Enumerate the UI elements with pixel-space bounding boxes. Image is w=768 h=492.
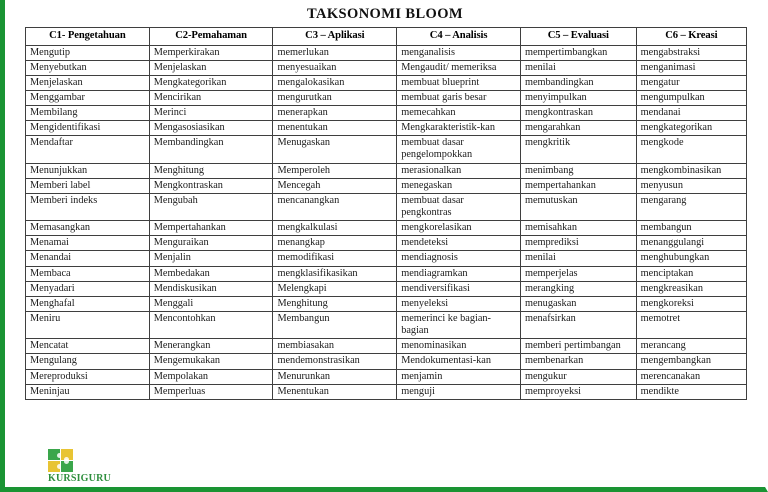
table-cell: menyusun (636, 178, 746, 193)
table-row (26, 90, 747, 105)
column-header-c4: C4 – Analisis (397, 28, 521, 46)
table-row (26, 251, 747, 266)
table-cell: Mengubah (149, 193, 273, 220)
table-cell: Mengidentifikasi (26, 121, 150, 136)
table-cell: mendiagramkan (397, 266, 521, 281)
table-cell: Menggambar (26, 90, 150, 105)
table-cell: mendikte (636, 384, 746, 399)
table-cell: mengkalkulasi (273, 221, 397, 236)
table-cell: menanggulangi (636, 236, 746, 251)
table-cell: mengkorelasikan (397, 221, 521, 236)
column-header-c6: C6 – Kreasi (636, 28, 746, 46)
table-cell: Menjelaskan (149, 60, 273, 75)
table-cell: Menguraikan (149, 236, 273, 251)
table-cell: menilai (520, 251, 636, 266)
table-cell: Mengaudit/ memeriksa (397, 60, 521, 75)
puzzle-piece-bottom-left (48, 461, 60, 472)
table-cell: Menerangkan (149, 339, 273, 354)
table-cell: membandingkan (520, 75, 636, 90)
table-row (26, 266, 747, 281)
table-cell: Memperluas (149, 384, 273, 399)
table-cell: mencanangkan (273, 193, 397, 220)
table-cell: Menjelaskan (26, 75, 150, 90)
table-cell: Menyadari (26, 281, 150, 296)
table-cell: mengukur (520, 369, 636, 384)
table-row (26, 312, 747, 339)
table-cell: mengurutkan (273, 90, 397, 105)
puzzle-piece-top-left (48, 449, 60, 460)
table-row (26, 45, 747, 60)
table-cell: Meninjau (26, 384, 150, 399)
table-cell: Memperoleh (273, 163, 397, 178)
table-cell: Mendokumentasi-kan (397, 354, 521, 369)
table-cell: mengumpulkan (636, 90, 746, 105)
table-row (26, 296, 747, 311)
table-cell: Mencirikan (149, 90, 273, 105)
table-cell: membiasakan (273, 339, 397, 354)
table-cell: Mencegah (273, 178, 397, 193)
table-cell: Mengasosiasikan (149, 121, 273, 136)
table-row (26, 384, 747, 399)
table-cell: mengabstraksi (636, 45, 746, 60)
table-container (25, 27, 747, 400)
table-cell: mendanai (636, 106, 746, 121)
table-cell: Mengkontraskan (149, 178, 273, 193)
table-cell: memecahkan (397, 106, 521, 121)
table-cell: mengatur (636, 75, 746, 90)
table-cell: Mencontohkan (149, 312, 273, 339)
header-row (26, 28, 747, 46)
table-cell: Menugaskan (273, 136, 397, 163)
table-cell: Memasangkan (26, 221, 150, 236)
table-cell: mendeteksi (397, 236, 521, 251)
column-header-c5: C5 – Evaluasi (520, 28, 636, 46)
table-cell: memotret (636, 312, 746, 339)
table-cell: mengalokasikan (273, 75, 397, 90)
table-cell: Mendaftar (26, 136, 150, 163)
table-cell: mempertimbangkan (520, 45, 636, 60)
table-cell: memproyeksi (520, 384, 636, 399)
table-cell: mengarahkan (520, 121, 636, 136)
table-cell: menimbang (520, 163, 636, 178)
table-cell: Mencatat (26, 339, 150, 354)
table-cell: menafsirkan (520, 312, 636, 339)
table-cell: Menghafal (26, 296, 150, 311)
bloom-taxonomy-table (25, 27, 747, 400)
table-cell: menominasikan (397, 339, 521, 354)
table-cell: memberi pertimbangan (520, 339, 636, 354)
table-cell: mengkode (636, 136, 746, 163)
table-cell: mendemonstrasikan (273, 354, 397, 369)
table-cell: merancang (636, 339, 746, 354)
table-cell: mengklasifikasikan (273, 266, 397, 281)
column-header-c2: C2-Pemahaman (149, 28, 273, 46)
logo-wordmark: KURSIGURU (48, 473, 111, 484)
table-cell: menghubungkan (636, 251, 746, 266)
table-row (26, 281, 747, 296)
table-cell: Mempolakan (149, 369, 273, 384)
table-cell: Melengkapi (273, 281, 397, 296)
table-cell: mendiagnosis (397, 251, 521, 266)
puzzle-piece-bottom-right (61, 461, 73, 472)
table-cell: mengkontraskan (520, 106, 636, 121)
column-header-c1: C1- Pengetahuan (26, 28, 150, 46)
table-row (26, 369, 747, 384)
table-row (26, 136, 747, 163)
table-body (26, 45, 747, 399)
table-cell: merencanakan (636, 369, 746, 384)
table-row (26, 354, 747, 369)
table-cell: Mengkategorikan (149, 75, 273, 90)
table-cell: Menyebutkan (26, 60, 150, 75)
table-cell: merasionalkan (397, 163, 521, 178)
table-cell: Menamai (26, 236, 150, 251)
table-cell: memisahkan (520, 221, 636, 236)
table-cell: menganimasi (636, 60, 746, 75)
table-cell: menyimpulkan (520, 90, 636, 105)
table-cell: Memberi label (26, 178, 150, 193)
table-cell: memerinci ke bagian-bagian (397, 312, 521, 339)
table-row (26, 106, 747, 121)
table-cell: Membaca (26, 266, 150, 281)
table-cell: menentukan (273, 121, 397, 136)
table-row (26, 75, 747, 90)
table-row (26, 339, 747, 354)
table-cell: Menunjukkan (26, 163, 150, 178)
table-cell: mengkombinasikan (636, 163, 746, 178)
table-cell: menyesuaikan (273, 60, 397, 75)
table-cell: Membandingkan (149, 136, 273, 163)
table-cell: memutuskan (520, 193, 636, 220)
table-cell: membuat dasar pengkontras (397, 193, 521, 220)
table-cell: mengarang (636, 193, 746, 220)
table-cell: mempertahankan (520, 178, 636, 193)
table-cell: Merinci (149, 106, 273, 121)
table-cell: mengembangkan (636, 354, 746, 369)
table-cell: menegaskan (397, 178, 521, 193)
table-row (26, 236, 747, 251)
table-cell: mengkritik (520, 136, 636, 163)
table-cell: Mempertahankan (149, 221, 273, 236)
table-cell: Menghitung (273, 296, 397, 311)
table-cell: mengkoreksi (636, 296, 746, 311)
table-cell: menangkap (273, 236, 397, 251)
table-cell: membangun (636, 221, 746, 236)
table-row (26, 121, 747, 136)
table-cell: mendiversifikasi (397, 281, 521, 296)
table-row (26, 221, 747, 236)
table-cell: menilai (520, 60, 636, 75)
table-cell: Mengutip (26, 45, 150, 60)
table-cell: mengkreasikan (636, 281, 746, 296)
table-row (26, 60, 747, 75)
table-cell: Membedakan (149, 266, 273, 281)
table-cell: Meniru (26, 312, 150, 339)
table-cell: menyeleksi (397, 296, 521, 311)
table-cell: membuat dasar pengelompokkan (397, 136, 521, 163)
table-cell: Mengulang (26, 354, 150, 369)
table-cell: memerlukan (273, 45, 397, 60)
table-cell: membuat blueprint (397, 75, 521, 90)
table-header (26, 28, 747, 46)
table-cell: Mereproduksi (26, 369, 150, 384)
table-cell: Menentukan (273, 384, 397, 399)
table-cell: menguji (397, 384, 521, 399)
table-cell: Menggali (149, 296, 273, 311)
puzzle-icon (48, 449, 73, 472)
table-cell: membenarkan (520, 354, 636, 369)
table-cell: menugaskan (520, 296, 636, 311)
table-row (26, 193, 747, 220)
page-title: TAKSONOMI BLOOM (307, 6, 463, 22)
table-cell: merangking (520, 281, 636, 296)
table-cell: Memberi indeks (26, 193, 150, 220)
table-cell: Menandai (26, 251, 150, 266)
table-cell: Menurunkan (273, 369, 397, 384)
table-cell: mengkategorikan (636, 121, 746, 136)
column-header-c3: C3 – Aplikasi (273, 28, 397, 46)
table-cell: Mengkarakteristik-kan (397, 121, 521, 136)
table-cell: Menghitung (149, 163, 273, 178)
table-cell: memprediksi (520, 236, 636, 251)
table-cell: menjamin (397, 369, 521, 384)
footer-logo (48, 449, 111, 484)
table-cell: Mendiskusikan (149, 281, 273, 296)
table-cell: Membangun (273, 312, 397, 339)
table-cell: Mengemukakan (149, 354, 273, 369)
table-cell: membuat garis besar (397, 90, 521, 105)
table-cell: Membilang (26, 106, 150, 121)
table-cell: Menjalin (149, 251, 273, 266)
table-cell: menganalisis (397, 45, 521, 60)
table-row (26, 178, 747, 193)
table-cell: memodifikasi (273, 251, 397, 266)
table-cell: menciptakan (636, 266, 746, 281)
table-cell: Memperkirakan (149, 45, 273, 60)
table-cell: menerapkan (273, 106, 397, 121)
table-cell: memperjelas (520, 266, 636, 281)
table-row (26, 163, 747, 178)
